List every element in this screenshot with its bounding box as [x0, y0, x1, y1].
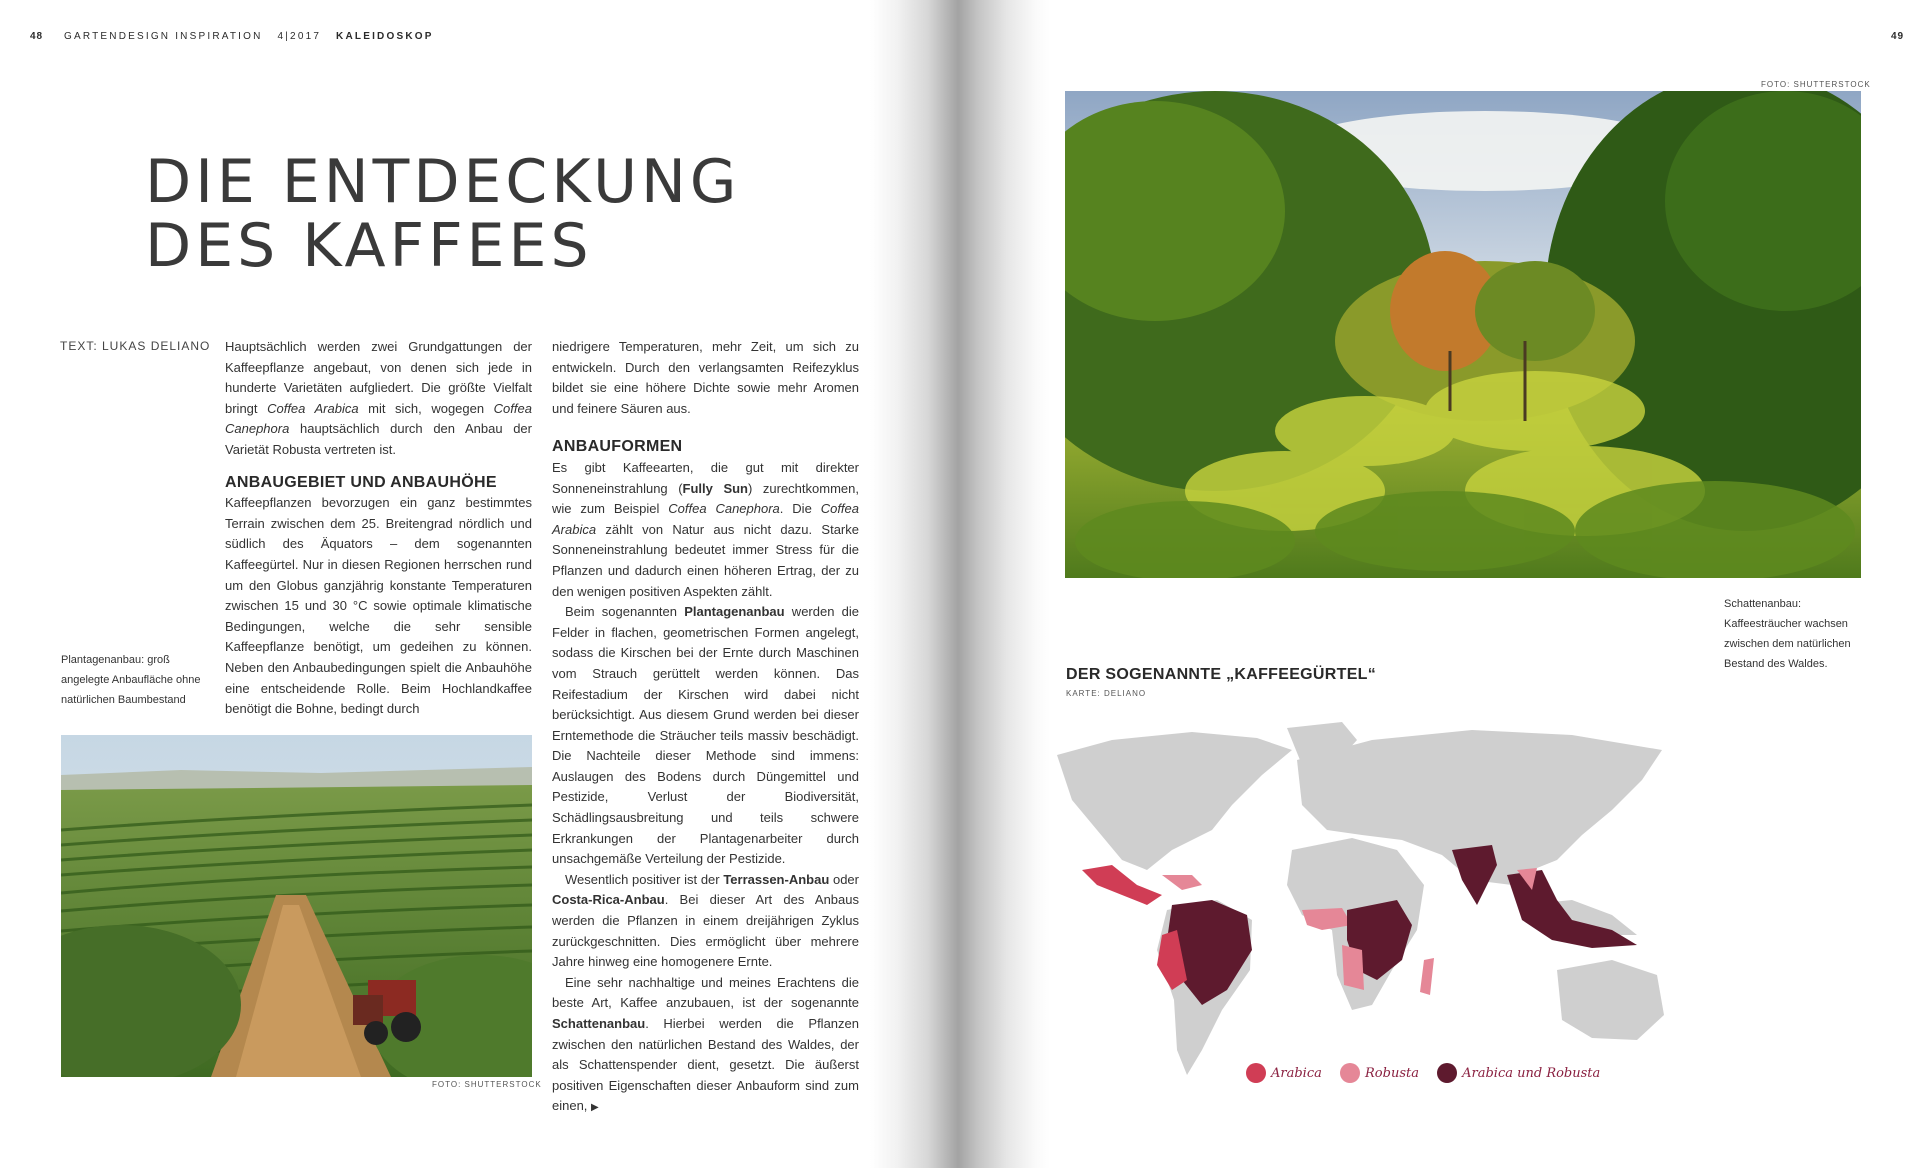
text-column-1	[225, 337, 532, 720]
heading-anbaugebiet: ANBAUGEBIET UND ANBAUHÖHE	[225, 473, 497, 491]
paragraph-schattenanbau: Eine sehr nachhaltige und meines Erachtens die beste Art, Kaffee anzubauen, ist der sogenannte Schattenanbau. Hierbei werden die Pflanzen zwischen den natürlichen Bestand des Waldes, der als Schattenspender dient, gesetzt. Die äußerst positiven Eigenschaften dieser Anbauform sind zum einen, ▶	[552, 974, 859, 1114]
legend-item-robusta: Robusta	[1340, 1066, 1419, 1081]
region-india	[1452, 845, 1497, 905]
world-map	[1052, 720, 1702, 1085]
left-photo-caption: Plantagenanbau: groß angelegte Anbaufläche ohne natürlichen Baumbestand	[61, 654, 201, 706]
title-line-2: DES KAFFEES	[145, 211, 593, 281]
plantation-illustration	[61, 735, 532, 1077]
right-page-number: 49	[1891, 31, 1905, 42]
byline: TEXT: LUKAS DELIANO	[60, 339, 211, 353]
map-legend	[1246, 1063, 1600, 1083]
forest-illustration	[1065, 91, 1861, 578]
coffee-belt-map	[1052, 720, 1702, 1085]
paragraph-fully-sun: Es gibt Kaffeearten, die gut mit direkter Sonneneinstrahlung (Fully Sun) zurechtkommen, wie zum Beispiel Coffea Canephora. Die Coffea Arabica zählt von Natur aus nicht dazu. Starke Sonneneinstrahlung bedeutet immer Stress für die Pflanzen und dadurch einen höheren Ertrag, der zu den wenigen positiven Aspekten zählt.	[552, 459, 860, 599]
section-name: KALEIDOSKOP	[336, 31, 434, 42]
right-photo-credit: FOTO: SHUTTERSTOCK	[1761, 80, 1871, 89]
running-header	[64, 31, 434, 42]
paragraph-anbaugebiet-cont: niedrigere Temperaturen, mehr Zeit, um sich zu entwickeln. Durch den verlangsamten Reifezyklus bildet sie eine höhere Dichte sowie mehr Aromen und feinere Säuren aus.	[552, 339, 859, 416]
left-photo-credit: FOTO: SHUTTERSTOCK	[432, 1080, 542, 1089]
legend-dot-arabica	[1246, 1063, 1266, 1083]
title-line-1: DIE ENTDECKUNG	[145, 147, 741, 217]
legend-item-both: Arabica und Robusta	[1437, 1066, 1600, 1081]
continue-arrow-icon: ▶	[591, 1102, 599, 1114]
region-madagascar	[1420, 958, 1434, 995]
book-spine-shadow	[870, 0, 1050, 1168]
legend-item-arabica: Arabica	[1246, 1066, 1322, 1081]
region-caribbean	[1162, 875, 1202, 890]
legend-dot-both	[1437, 1063, 1457, 1083]
paragraph-terrassen-anbau: Wesentlich positiver ist der Terrassen-Anbau oder Costa-Rica-Anbau. Bei dieser Art des Anbaus werden die Pflanzen in einem dreijährigen Zyklus zurückgeschnitten. Dies ermöglicht über mehrere Jahre hinweg eine homogenere Ernte.	[552, 871, 859, 970]
intro-paragraph: Hauptsächlich werden zwei Grundgattungen der Kaffeepflanze angebaut, von denen sich jede in hunderte Varietäten aufgliedert. Die größte Vielfalt bringt Coffea Arabica mit sich, wogegen Coffea Canephora hauptsächlich durch den Anbau der Varietät Robusta vertreten ist.	[225, 339, 532, 457]
region-angola	[1342, 945, 1364, 990]
heading-anbauformen: ANBAUFORMEN	[552, 438, 683, 456]
map-credit: KARTE: DELIANO	[1066, 689, 1147, 698]
article-title	[145, 147, 741, 281]
right-photo-caption: Schattenanbau: Kaffeesträucher wachsen zwischen dem natürlichen Bestand des Waldes.	[1724, 598, 1851, 670]
paragraph-anbaugebiet: Kaffeepflanzen bevorzugen ein ganz bestimmtes Terrain zwischen dem 25. Breitengrad nördlich und südlich des Äquators – dem sogenannten Kaffeegürtel. Nur in diesen Regionen herrschen rund um den Globus ganzjährig konstante Temperaturen zwischen 15 und 30 °C sowie optimale klimatische Bedingungen, welche die sehr sensible Kaffeepflanze benötigt, um gedeihen zu können. Neben den Anbaubedingungen spielt die Anbauhöhe eine entscheidende Rolle. Beim Hochlandkaffee benötigt die Bohne, bedingt durch	[225, 495, 532, 717]
region-mexico	[1082, 865, 1162, 905]
plantation-photo	[61, 735, 532, 1077]
map-title: DER SOGENANNTE „KAFFEEGÜRTEL“	[1066, 666, 1377, 683]
legend-dot-robusta	[1340, 1063, 1360, 1083]
left-page-number: 48	[30, 31, 44, 42]
magazine-name: GARTENDESIGN INSPIRATION	[64, 31, 263, 42]
text-column-2	[552, 337, 859, 1119]
issue-number: 4|2017	[277, 31, 322, 42]
paragraph-plantagenanbau: Beim sogenannten Plantagenanbau werden die Felder in flachen, geometrischen Formen angelegt, sodass die Kirschen bei der Ernte durch Maschinen vom Strauch gerüttelt werden können. Das Reifestadium der Kirschen wird dabei nicht berücksichtigt. Aus diesem Grund werden bei dieser Erntemethode die Sträucher teils massiv beschädigt. Die Nachteile dieser Methode sind immens: Auslaugen des Bodens durch Düngemittel und Pestizide, Verlust der Biodiversität, Schädlingsausbreitung und teils schwere Erkrankungen der Plantagenarbeiter durch unsachgemäße Verteilung der Pestizide.	[552, 604, 859, 867]
shade-coffee-photo	[1065, 91, 1861, 578]
